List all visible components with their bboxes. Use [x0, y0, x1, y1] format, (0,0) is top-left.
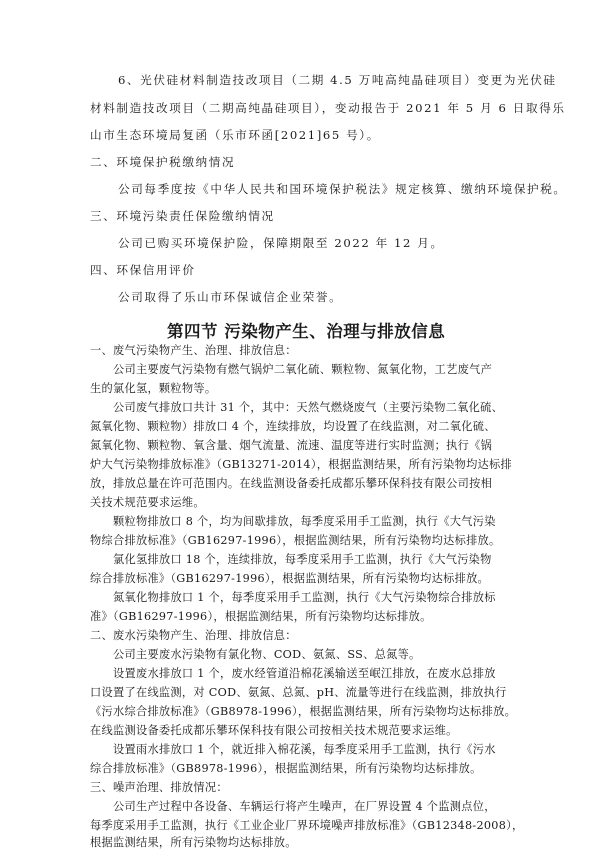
waste-gas-line: 炉大气污染物排放标准》（GB13271-2014），根据监测结果，所有污染物均达标排: [90, 458, 513, 471]
heading-env-credit: 四、环保信用评价: [90, 263, 196, 277]
section-title: 第四节 污染物产生、治理与排放信息: [167, 322, 446, 341]
waste-gas-line: 公司主要废气污染物有燃气锅炉二氧化硫、颗粒物、氮氧化物，工艺废气产: [113, 363, 493, 376]
heading-env-insurance: 三、环境污染责任保险缴纳情况: [90, 209, 275, 223]
waste-water-line: 综合排放标准》（GB8978-1996），根据监测结果，所有污染物均达标排放。: [90, 762, 482, 775]
waste-gas-line: 公司废气排放口共计 31 个，其中：天然气燃烧废气（主要污染物二氧化硫、: [113, 401, 504, 414]
heading-waste-gas: 一、废气污染物产生、治理、排放信息：: [90, 344, 297, 357]
waste-gas-line: 物综合排放标准》（GB16297-1996），根据监测结果，所有污染物均达标排放。: [90, 534, 501, 547]
heading-waste-water: 二、废水污染物产生、治理、排放信息：: [90, 629, 297, 642]
waste-gas-line: 关技术规范要求运维。: [90, 496, 205, 509]
waste-gas-line: 生的氯化氢，颗粒物等。: [90, 382, 217, 395]
waste-water-line: 口设置了在线监测，对 COD、氨氮、总氮、pH、流量等进行在线监测，排放执行: [90, 686, 507, 699]
waste-water-line: 在线监测设备委托成都乐攀环保科技有限公司按相关技术规范要求运维。: [90, 724, 458, 737]
waste-water-line: 设置废水排放口 1 个，废水经管道沿棉花溪输送至岷江排放，在废水总排放: [113, 667, 496, 680]
waste-gas-line: 氯化氢排放口 18 个，连续排放，每季度采用手工监测，执行《大气污染物: [113, 553, 492, 566]
waste-water-line: 设置雨水排放口 1 个，就近排入棉花溪，每季度采用手工监测，执行《污水: [113, 743, 496, 756]
noise-line: 公司生产过程中各设备、车辆运行将产生噪声，在厂界设置 4 个监测点位，: [113, 800, 496, 813]
noise-line: 每季度采用手工监测，执行《工业企业厂界环境噪声排放标准》（GB12348-2008），: [90, 819, 524, 832]
item6-line3: 山市生态环境局复函（乐市环函[2021]65 号）。: [90, 128, 380, 142]
waste-gas-line: 综合排放标准》（GB16297-1996），根据监测结果，所有污染物均达标排放。: [90, 572, 490, 585]
env-tax-text: 公司每季度按《中华人民共和国环境保护税法》规定核算、缴纳环境保护税。: [118, 182, 567, 196]
heading-noise: 三、噪声治理、排放情况：: [90, 781, 228, 794]
waste-gas-line: 颗粒物排放口 8 个，均为间歇排放，每季度采用手工监测，执行《大气污染: [113, 515, 496, 528]
waste-water-line: 《污水综合排放标准》（GB8978-1996），根据监测结果，所有污染物均达标排放。: [90, 705, 517, 718]
env-insurance-text: 公司已购买环境保护险，保障期限至 2022 年 12 月。: [118, 236, 444, 250]
item6-line2: 材料制造技改项目（二期高纯晶硅项目），变动报告于 2021 年 5 月 6 日取得乐: [90, 101, 566, 115]
heading-env-tax: 二、环境保护税缴纳情况: [90, 155, 236, 169]
waste-gas-line: 准》（GB16297-1996），根据监测结果，所有污染物均达标排放。: [90, 610, 432, 623]
waste-gas-line: 氮氧化物、颗粒物）排放口 4 个，连续排放，均设置了在线监测，对二氧化硫、: [90, 420, 496, 433]
waste-gas-line: 氮氧化物排放口 1 个，每季度采用手工监测，执行《大气污染物综合排放标: [113, 591, 496, 604]
waste-gas-line: 氮氧化物、颗粒物、氧含量、烟气流量、流速、温度等进行实时监测；执行《锅: [90, 439, 493, 452]
noise-line: 根据监测结果，所有污染物均达标排放。: [90, 836, 297, 849]
item6-line1: 6、光伏硅材料制造技改项目（二期 4.5 万吨高纯晶硅项目）变更为光伏硅: [118, 73, 557, 87]
env-credit-text: 公司取得了乐山市环保诚信企业荣誉。: [118, 290, 343, 304]
waste-water-line: 公司主要废水污染物有氯化物、COD、氨氮、SS、总氮等。: [113, 648, 421, 661]
waste-gas-line: 放，排放总量在许可范围内。在线监测设备委托成都乐攀环保科技有限公司按相: [90, 477, 493, 490]
